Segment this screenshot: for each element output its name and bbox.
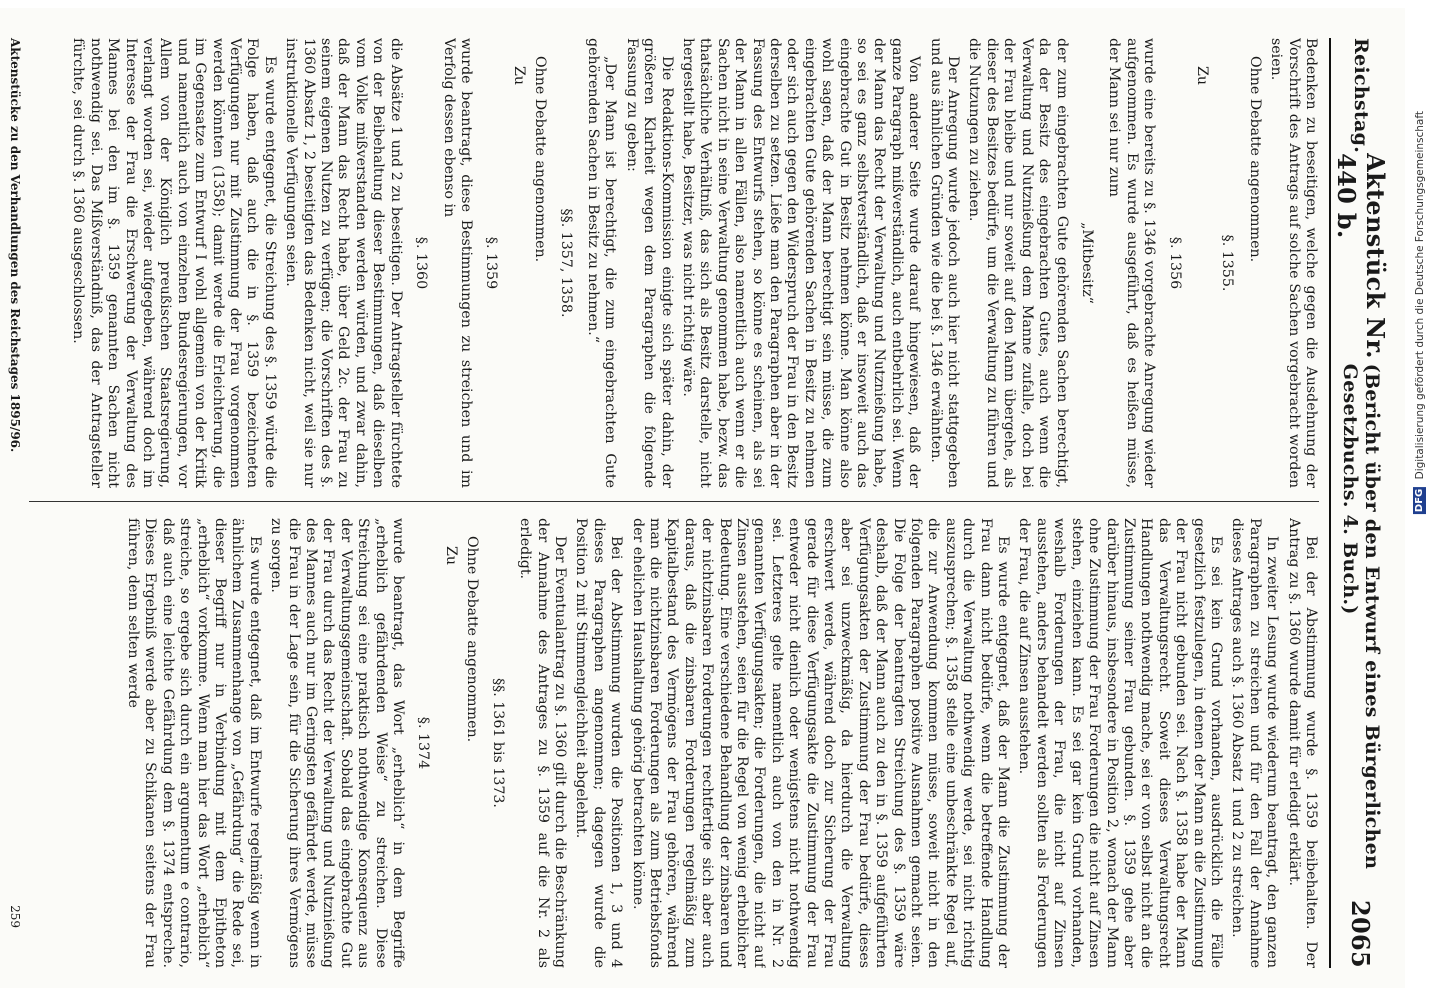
header-left: Reichstag. xyxy=(1350,38,1372,154)
digitization-note xyxy=(1408,8,1430,618)
section-lead: Zu xyxy=(442,546,459,565)
paragraph: Es wurde entgegnet, daß der Mann die Zustimmung der Frau dann nicht bedürfe, wenn die betreffende Handlung durch die Verwaltung nothwendig werde, sei nicht richtig auszusprechen; §. 1358 stelle eine unbeschränkte Regel auf, die zur Anwendung kommen müsse, soweit nicht in den folgenden Paragraphen positive Ausnahmen gemacht seien. Die Folge der beantragten Streichung des §. 1359 wäre deshalb, daß der Mann auch zu den in §. 1359 aufgeführten Verfügungsakten der Zustimmung der Frau bedürfe, dieses aber sei unzweckmäßig, da hierdurch die Verwaltung erschwert werde, während doch zur Sicherung der Frau gerade für diese Verfügungsakte die Zustimmung der Frau entweder nicht dienlich oder wenigstens nicht nothwendig sei. Letzteres gelte namentlich auch von den in Nr. 2 genannten Verfügungsakten; die Forderungen, die nicht auf Zinsen ausstehen, seien für die Regel von wenig erheblicher Bedeutung. Eine verschiedene Behandlung der zinsbaren und der nichtzinsbaren Forderungen rechtfertige sich aber auch daraus, daß die zinsbaren Forderungen regelmäßig zum Kapitalbestand des Vermögens der Frau gehören, während man die nichtzinsbaren Forderungen als zum Betriebsfonds der ehelichen Haushaltung gehörig betrachten könne. xyxy=(629,518,1012,968)
section-lead: Zu xyxy=(1193,66,1210,85)
paragraph: die Absätze 1 und 2 zu beseitigen. Der Antragsteller fürchtete von der Beibehaltung dieser Bestimmungen, daß dieselben vom Volke mißverstanden werden würden, und zwar dahin, daß der Mann das Recht habe, über Geld 2c. der Frau zu seinem eigenen Nutzen zu verfügen; die Vorschriften des §. 1360 Absatz 1, 2 beseitigten das Bedenken nicht, weil sie nur instruktionelle Verfügungen seien. xyxy=(283,38,404,488)
paragraph: Die Redaktions-Kommission einigte sich später dahin, der größeren Klarheit wegen dem Paragraphen die folgende Fassung zu geben: xyxy=(623,38,675,488)
paragraph: Es wurde entgegnet, daß im Entwurfe regelmäßig wenn in ähnlichem Zusammenhange von „Gefährdung“ die Rede sei, dieser Begriff nur in Verbindung mit dem Epitheton „erheblich“ vorkomme. Wenn man hier das Wort „erheblich“ streiche, so ergebe sich durch ein argumentum e contrario, daß auch eine leichte Gefährdung dem §. 1374 entspreche. Dieses Ergebniß werde aber zu Schikanen seitens der Frau führen, denn selten werde xyxy=(125,518,263,968)
paragraph: Ohne Debatte angenommen. xyxy=(464,536,481,743)
dfg-logo: DFG xyxy=(1413,489,1425,513)
paragraph: In zweiter Lesung wurde wiederum beantragt, den ganzen Paragraphen zu streichen und für den Fall der Annahme dieses Antrages auch §. 1360 Absatz 1 und 2 zu streichen. xyxy=(1229,518,1281,968)
footnote: Aktenstücke zu den Verhandlungen des Reichstages 1895/96. xyxy=(8,38,22,453)
paragraph: Bei der Abstimmung wurde §. 1359 beibehalten. Der Antrag zu §. 1360 wurde damit für erledigt erklärt. xyxy=(1285,518,1319,968)
header-document-number: Aktenstück Nr. 440 b. xyxy=(1332,153,1390,359)
right-column xyxy=(29,518,1319,968)
paragraph: Bei der Abstimmung wurden die Positionen 1, 3 und 4 dieses Paragraphen angenommen; dagegen wurde die Position 2 mit Stimmengleichheit abgelehnt. xyxy=(573,518,625,968)
section-heading: §§. 1357, 1358. xyxy=(557,208,574,318)
paragraph: wurde eine bereits zu §. 1346 vorgebrachte Anregung wieder aufgenommen. Es wurde ausgeführt, daß es heißen müsse, der Mann sei nur zum xyxy=(1106,38,1158,488)
paragraph: Ohne Debatte angenommen. xyxy=(532,56,549,263)
section-heading: §. 1359 xyxy=(483,236,500,290)
paragraph: Von anderer Seite wurde darauf hingewiesen, daß der ganze Paragraph mißverständlich, auch entbehrlich sei. Wenn der Mann das Recht der Verwaltung und Nutznießung habe, so sei es ganz selbstverständlich, daß er insoweit auch das eingebrachte Gut in Besitz nehmen könne. Man könne also wohl sagen, daß der Mann berechtigt sein müsse, die zum eingebrachten Gute gehörenden Sachen in Besitz zu nehmen oder sich auch gegen den Widerspruch der Frau in den Besitz derselben zu setzen. Ließe man den Paragraphen aber in der Fassung des Entwurfs stehen, so könne es scheinen, als sei der Mann in allen Fällen, also namentlich auch wenn er die Sachen nicht in seine Verwaltung genommen habe, bezw. das thatsächliche Verhältniß, das sich als Besitz darstelle, nicht hergestellt habe, Besitzer, was nicht richtig wäre. xyxy=(680,38,923,488)
column-divider xyxy=(29,501,1319,502)
paragraph: wurde beantragt, das Wort „erheblich“ in dem Begriffe „erheblich gefährdenden Weise“ zu streichen. Diese Streichung sei eine praktisch nothwendige Konsequenz aus der Verwaltungsgemeinschaft. Sobald das eingebrachte Gut der Frau durch das Recht der Verwaltung und Nutznießung des Mannes auch nur im Geringsten gefährdet werde, müsse die Frau in der Lage sein, für die Sicherung ihres Vermögens zu sorgen. xyxy=(268,518,407,968)
bottom-page-number: 259 xyxy=(8,905,22,928)
paragraph: „Der Mann ist berechtigt, die zum eingebrachten Gute gehörenden Sachen in Besitz zu nehmen.“ xyxy=(584,38,619,488)
section-heading: §. 1360 xyxy=(413,236,430,290)
section-heading: §§. 1361 bis 1373. xyxy=(489,678,506,808)
paragraph: Bedenken zu beseitigen, welche gegen die Ausdehnung der Vorschrift des Antrags auf solche Sachen vorgebracht worden seien. xyxy=(1268,38,1319,488)
rotated-document-page xyxy=(0,8,1405,988)
header-title: (Bericht über den Entwurf eines Bürgerlichen Gesetzbuchs. 4. Buch.) xyxy=(1339,363,1383,870)
section-heading: §. 1374 xyxy=(415,716,432,770)
header-page-number: 2065 xyxy=(1346,900,1376,968)
paragraph: Es sei kein Grund vorhanden, ausdrücklich die Fälle gesetzlich festzulegen, in denen der Mann an die Zustimmung der Frau nicht gebunden sei. Nach §. 1358 habe der Mann das Verwaltungsrecht. Soweit dieses Verwaltungsrecht Handlungen nothwendig mache, sei er von selbst nicht an die Zustimmung seiner Frau gebunden. §. 1359 gehe aber darüber hinaus, insbesondere in Position 2, wonach der Mann ohne Zustimmung der Frau Forderungen die nicht auf Zinsen stehen, einziehen kann. Es sei gar kein Grund vorhanden, weshalb Forderungen der Frau, die nicht auf Zinsen ausstehen, anders behandelt werden sollten als Forderungen der Frau, die auf Zinsen ausstehen. xyxy=(1016,518,1224,968)
section-heading: „Mitbesitz“ xyxy=(1078,222,1095,304)
section-heading: §. 1355. xyxy=(1219,234,1236,292)
digitization-text: Digitalisierung gefördert durch die Deutsche Forschungsgemeinschaft xyxy=(1413,111,1426,480)
section-lead: Zu xyxy=(510,66,527,85)
paragraph: Ohne Debatte angenommen. xyxy=(1246,56,1263,263)
header-rule xyxy=(1329,38,1331,968)
paragraph: wurde beantragt, diese Bestimmungen zu streichen und im Verfolg dessen ebenso in xyxy=(440,38,474,488)
paragraph: Es wurde entgegnet, die Streichung des §. 1359 würde die Folge haben, daß auch die in §. 1359 bezeichneten Verfügungen nur mit Zustimmung der Frau vorgenommen werden könnten (1358); damit werde die Erleichterung, die im Gegensatze zum Entwurf I wohl allgemein von der Kritik und namentlich auch von einzelnen Bundesregierungen, vor Allem von der Königlich preußischen Staatsregierung, verlangt worden sei, wieder aufgegeben, während doch im Interesse der Frau die Erschwerung der Verwaltung des Mannes bei den im §. 1359 genannten Sachen nicht nothwendig sei. Das Mißverständniß, das der Antragsteller fürchte, sei durch §. 1360 ausgeschlossen. xyxy=(70,38,278,488)
paragraph: der zum eingebrachten Gute gehörenden Sachen berechtigt, da der Besitz des eingebrachten Gutes, auch wenn die Verwaltung und Nutznießung dem Manne zufalle, doch bei der Frau bleibe und nur soweit auf den Mann übergehe, als dieser des Besitzes bedürfe, um die Verwaltung zu führen und die Nutzungen zu ziehen. xyxy=(966,38,1070,488)
section-heading: §. 1356 xyxy=(1166,236,1183,290)
paragraph: Der Eventualantrag zu §. 1360 gilt durch die Beschränkung der Annahme des Antrages zu §. 1359 auf die Nr. 2 als erledigt. xyxy=(517,518,568,968)
left-column xyxy=(29,38,1319,488)
paragraph: Der Anregung wurde jedoch auch hier nicht stattgegeben und aus ähnlichen Gründen wie die bei §. 1346 erwähnten. xyxy=(927,38,962,488)
page-header xyxy=(1331,38,1391,968)
